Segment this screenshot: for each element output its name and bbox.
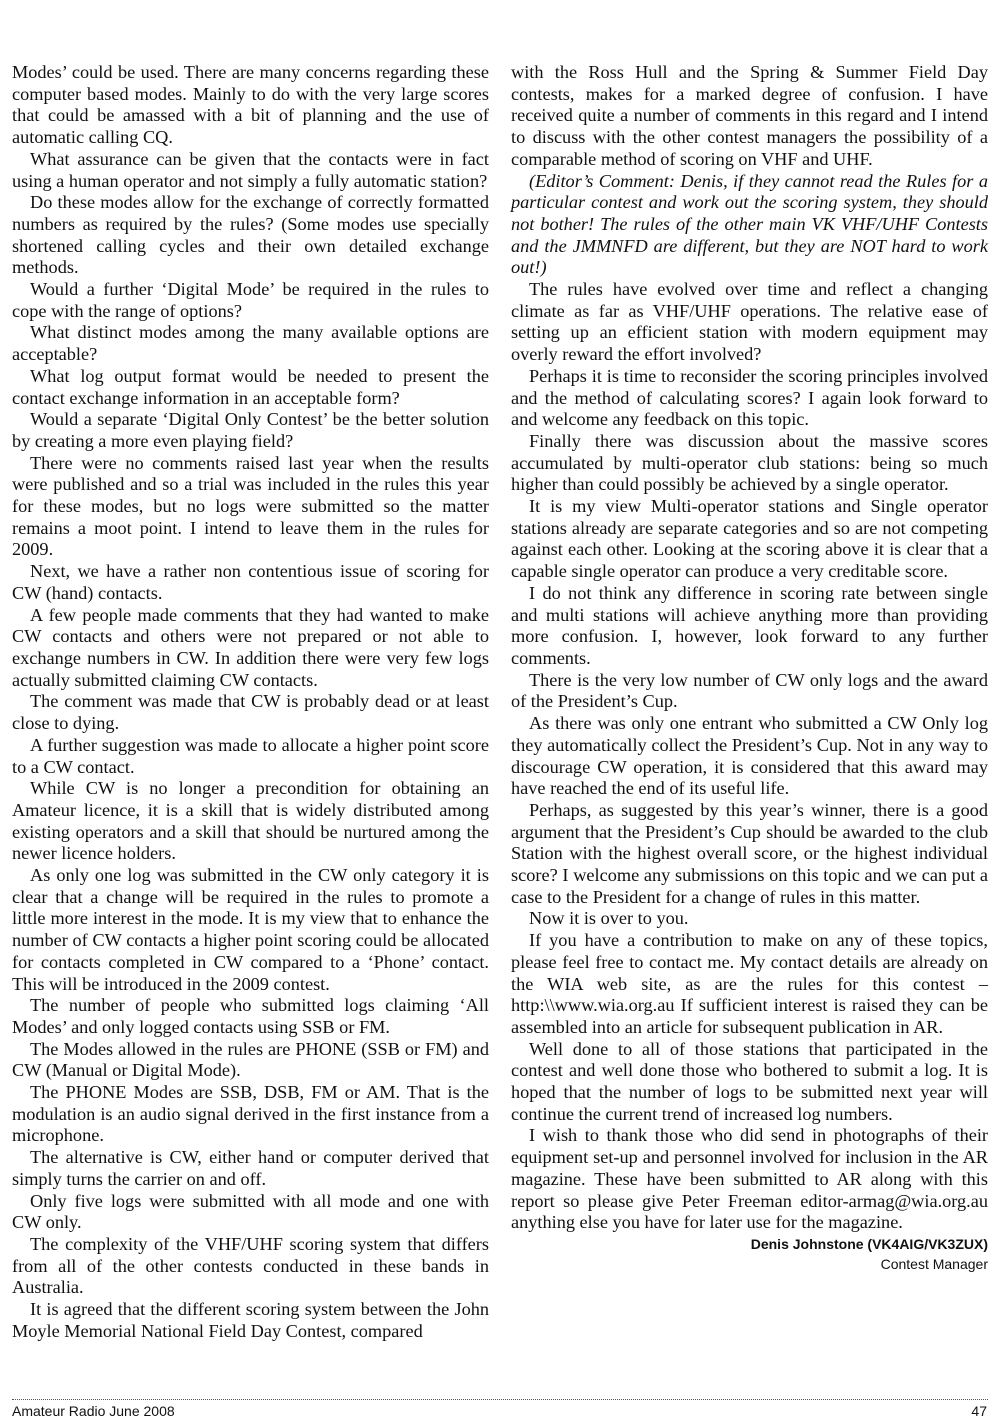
footer-divider [12, 1399, 988, 1400]
signature-title: Contest Manager [880, 1255, 988, 1272]
paragraph: As only one log was submitted in the CW only category it is clear that a change will be required in the rules to promote a little more interest in the mode. It is my view that to enhance the number of CW contacts a higher point scoring could be allocated for contacts completed in CW compared to a ‘Phone’ contact. This will be introduced in the 2009 contest. [12, 865, 489, 994]
left-column [12, 62, 489, 1342]
paragraph: Finally there was discussion about the massive scores accumulated by multi-operator club stations: being so much higher than could possibly be achieved by a single operator. [511, 430, 988, 495]
footer-publication: Amateur Radio June 2008 [12, 1403, 175, 1419]
page-number: 47 [971, 1403, 987, 1419]
paragraph: Next, we have a rather non contentious issue of scoring for CW (hand) contacts. [12, 561, 489, 603]
paragraph: As there was only one entrant who submitted a CW Only log they automatically collect the President’s Cup. Not in any way to discourage CW operation, it is considered that this award may have reached the end of its useful life. [511, 713, 988, 799]
paragraph: The number of people who submitted logs claiming ‘All Modes’ and only logged contacts using SSB or FM. [12, 995, 489, 1037]
paragraph: What assurance can be given that the contacts were in fact using a human operator and not simply a fully automatic station? [12, 148, 489, 191]
paragraph: It is my view Multi-operator stations and Single operator stations already are separate categories and so are not competing against each other. Looking at the scoring above it is clear that a capable single operator can produce a very creditable score. [511, 496, 988, 582]
paragraph: Would a separate ‘Digital Only Contest’ be the better solution by creating a more even playing field? [12, 409, 489, 451]
signature-name: Denis Johnstone (VK4AIG/VK3ZUX) [750, 1235, 988, 1252]
paragraph: While CW is no longer a precondition for obtaining an Amateur licence, it is a skill that is widely distributed among existing operators and a skill that should be nurtured among the newer licence holders. [12, 778, 489, 864]
paragraph: A further suggestion was made to allocate a higher point score to a CW contact. [12, 734, 489, 777]
paragraph: It is agreed that the different scoring system between the John Moyle Memorial National Field Day Contest, compared [12, 1299, 489, 1341]
paragraph: A few people made comments that they had wanted to make CW contacts and others were not prepared or not able to exchange numbers in CW. In addition there were very few logs actually submitted claiming CW contacts. [12, 604, 489, 690]
paragraph: There were no comments raised last year when the results were published and so a trial was included in the rules this year for these modes, but no logs were submitted so the matter remains a moot point. I intend to leave them in the rules for 2009. [12, 452, 489, 560]
paragraph: Would a further ‘Digital Mode’ be required in the rules to cope with the range of options? [12, 279, 489, 321]
paragraph: Do these modes allow for the exchange of correctly formatted numbers as required by the rules? (Some modes use specially shortened calling cycles and their own detailed exchange methods. [12, 192, 489, 278]
paragraph: If you have a contribution to make on any of these topics, please feel free to contact me. My contact details are already on the WIA web site, as are the rules for this contest – http:\\www.wia.org.au If sufficient interest is raised they can be assembled into an article for subsequent publication in AR. [511, 930, 988, 1037]
paragraph: The PHONE Modes are SSB, DSB, FM or AM. That is the modulation is an audio signal derived in the first instance from a microphone. [12, 1082, 489, 1146]
paragraph: I wish to thank those who did send in photographs of their equipment set-up and personnel involved for inclusion in the AR magazine. These have been submitted to AR along with this report so please give Peter Freeman editor-armag@wia.org.au anything else you have for later use for the magazine. [511, 1125, 988, 1233]
right-column [511, 62, 988, 1274]
paragraph: Only five logs were submitted with all mode and one with CW only. [12, 1190, 489, 1233]
paragraph: The alternative is CW, either hand or computer derived that simply turns the carrier on and off. [12, 1147, 489, 1189]
paragraph: What log output format would be needed to present the contact exchange information in an acceptable form? [12, 365, 489, 408]
paragraph: Perhaps it is time to reconsider the scoring principles involved and the method of calculating scores? I again look forward to and welcome any feedback on this topic. [511, 365, 988, 430]
paragraph: Well done to all of those stations that participated in the contest and well done those who bothered to submit a log. It is hoped that the number of logs to be submitted next year will continue the current trend of increased log numbers. [511, 1038, 988, 1124]
paragraph: Perhaps, as suggested by this year’s winner, there is a good argument that the President’s Cup should be awarded to the club Station with the highest overall score, or the highest individual score? I welcome any submissions on this topic and we can put a case to the President for a change of rules in this matter. [511, 799, 988, 907]
editor-comment: (Editor’s Comment: Denis, if they cannot read the Rules for a particular contest and work out the scoring system, they should not bother! The rules of the other main VK VHF/UHF Contests and the JMMNFD are different, but they are NOT hard to work out!) [511, 170, 988, 278]
paragraph: The rules have evolved over time and reflect a changing climate as far as VHF/UHF operations. The relative ease of setting up an efficient station with modern equipment may overly reward the effort involved? [511, 279, 988, 365]
paragraph: I do not think any difference in scoring rate between single and multi stations will achieve anything more than providing more confusion. I, however, look forward to any further comments. [511, 582, 988, 668]
paragraph: Now it is over to you. [529, 908, 689, 929]
paragraph: The comment was made that CW is probably dead or at least close to dying. [12, 691, 489, 734]
paragraph: Modes’ could be used. There are many concerns regarding these computer based modes. Mainly to do with the very large scores that could be amassed with a bit of planning and the use of automatic calling CQ. [12, 62, 489, 148]
paragraph: The Modes allowed in the rules are PHONE (SSB or FM) and CW (Manual or Digital Mode). [12, 1038, 489, 1081]
paragraph: The complexity of the VHF/UHF scoring system that differs from all of the other contests conducted in these bands in Australia. [12, 1233, 489, 1298]
paragraph: with the Ross Hull and the Spring & Summer Field Day contests, makes for a marked degree of confusion. I have received quite a number of comments in this regard and I intend to discuss with the other contest managers the possibility of a comparable method of scoring on VHF and UHF. [511, 62, 988, 169]
paragraph: There is the very low number of CW only logs and the award of the President’s Cup. [511, 669, 988, 712]
paragraph: What distinct modes among the many available options are acceptable? [12, 322, 489, 365]
